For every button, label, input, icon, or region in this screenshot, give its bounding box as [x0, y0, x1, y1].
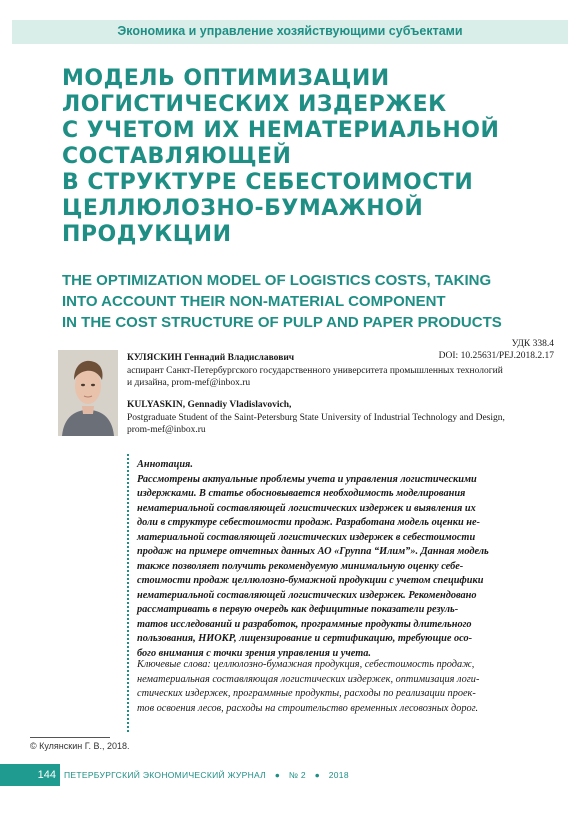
article-title-ru — [62, 66, 532, 248]
keywords-line: стических издержек, программные продукты, расходы по реализации проек- — [137, 688, 476, 699]
abstract-line: нематериальной составляющей логистических издержек и выявления их — [137, 502, 476, 514]
abstract-line: материальной составляющей логистических издержек в себестоимости — [137, 531, 476, 543]
journal-footer — [64, 764, 355, 786]
issue-year: 2018 — [328, 770, 349, 780]
abstract-line: доли в структуре себестоимости продаж. Разработана модель оценки не- — [137, 517, 480, 528]
abstract-line: также позволяет получить рекомендуемую минимальную оценку себе- — [137, 560, 464, 572]
copyright-note: © Кулянскин Г. В., 2018. — [30, 741, 130, 751]
issue-number: № 2 — [288, 770, 306, 780]
author-photo — [58, 350, 118, 436]
article-title-en — [62, 270, 532, 333]
keywords-line: нематериальная составляющая логистических издержек, оптимизация логи- — [137, 673, 480, 685]
section-title: Экономика и управление хозяйствующими субъектами — [117, 24, 463, 38]
author-en-block — [127, 399, 557, 437]
abstract-line: пользования, НИОКР, лицензирование и сертификацию, требующие осо- — [137, 633, 473, 644]
footnote-rule — [30, 737, 110, 738]
abstract-line: татов исследований и разработок, программные продукты длительного — [137, 618, 472, 630]
title-en-line: THE OPTIMIZATION MODEL OF LOGISTICS COSTS, TAKING — [62, 272, 492, 289]
title-ru-line: ЦЕЛЛЮЛОЗНО-БУМАЖНОЙ — [62, 196, 424, 221]
keywords-line: Ключевые слова: целлюлозно-бумажная продукция, себестоимость продаж, — [137, 659, 475, 670]
bullet-icon: ● — [274, 770, 281, 780]
title-ru-line: МОДЕЛЬ ОПТИМИЗАЦИИ — [62, 66, 390, 91]
keywords-line: тов освоения лесов, расходы на строительство временных лесовозных дорог. — [137, 702, 479, 714]
abstract-line: нематериальной составляющей логистических издержек. Рекомендовано — [137, 589, 477, 601]
title-en-line: INTO ACCOUNT THEIR NON-MATERIAL COMPONENT — [62, 293, 446, 310]
abstract-heading: Аннотация. — [137, 459, 193, 470]
abstract-dotted-rule — [127, 454, 129, 732]
author-en-affiliation: prom-mef@inbox.ru — [127, 425, 206, 435]
title-ru-line: ПРОДУКЦИИ — [62, 222, 232, 247]
title-ru-line: СОСТАВЛЯЮЩЕЙ — [62, 144, 292, 169]
abstract — [137, 458, 557, 661]
title-ru-line: В СТРУКТУРЕ СЕБЕСТОИМОСТИ — [62, 170, 474, 195]
author-ru-affiliation: и дизайна, prom-mef@inbox.ru — [127, 378, 251, 388]
keywords — [137, 658, 557, 716]
page-number: 144 — [0, 764, 60, 786]
abstract-line: Рассмотрены актуальные проблемы учета и управления логистическими — [137, 473, 477, 485]
abstract-line: рассматривать в первую очередь как дефицитные показатели резуль- — [137, 604, 459, 615]
author-ru-block — [127, 352, 557, 390]
abstract-line: бого внимания с точки зрения управления и учета. — [137, 647, 371, 659]
abstract-line: стоимости продаж целлюлозно-бумажной продукции с учетом специфики — [137, 575, 484, 586]
abstract-line: продаж на примере отчетных данных АО «Группа “Илим”». Данная модель — [137, 546, 489, 557]
author-ru-name: КУЛЯСКИН Геннадий Владиславович — [127, 353, 295, 363]
section-header-bar — [12, 20, 568, 44]
abstract-line: издержками. В статье обосновывается необходимость моделирования — [137, 488, 466, 499]
title-ru-line: С УЧЕТОМ ИХ НЕМАТЕРИАЛЬНОЙ — [62, 118, 500, 143]
bullet-icon: ● — [314, 770, 321, 780]
author-en-name: KULYASKIN, Gennadiy Vladislavovich, — [127, 400, 292, 410]
title-en-line: IN THE COST STRUCTURE OF PULP AND PAPER PRODUCTS — [62, 314, 502, 331]
doi: DOI: 10.25631/PEJ.2018.2.17 — [438, 351, 554, 361]
title-ru-line: ЛОГИСТИЧЕСКИХ ИЗДЕРЖЕК — [62, 92, 447, 117]
udk-code: УДК 338.4 — [511, 339, 554, 349]
author-en-affiliation: Postgraduate Student of the Saint-Petersburg State University of Industrial Technology and Design, — [127, 412, 505, 423]
author-ru-affiliation: аспирант Санкт-Петербургского государственного университета промышленных технологий — [127, 365, 503, 376]
journal-name: ПЕТЕРБУРГСКИЙ ЭКОНОМИЧЕСКИЙ ЖУРНАЛ — [64, 770, 267, 780]
